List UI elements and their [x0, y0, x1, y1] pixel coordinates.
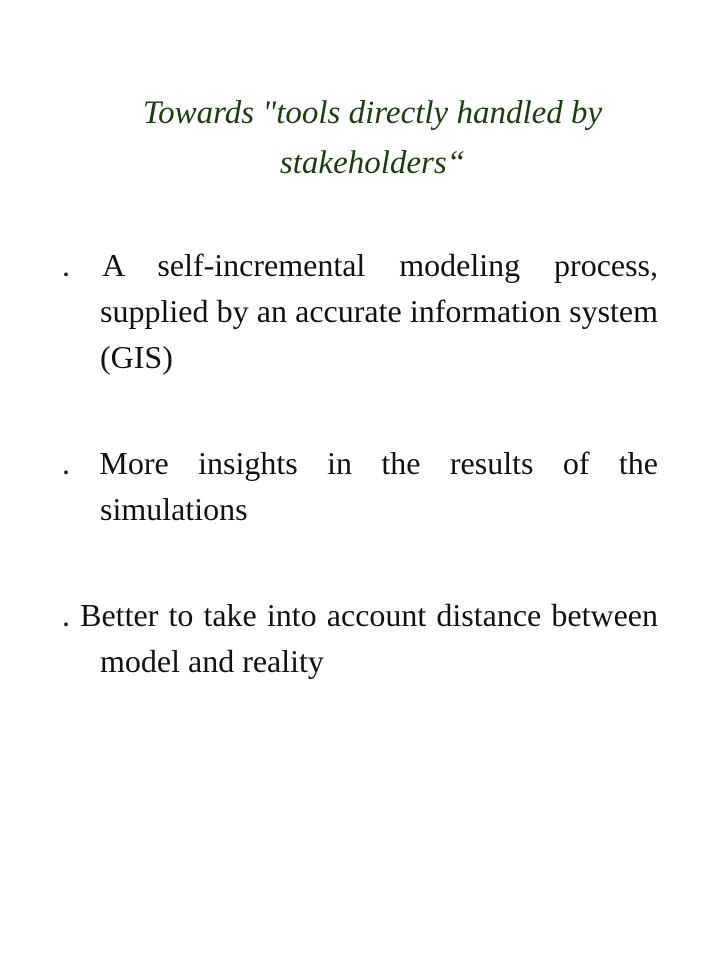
bullet-item-model-reality-distance: . Better to take into account distance between model and reality	[62, 597, 658, 679]
bullet-list	[62, 242, 658, 684]
slide-title: Towards "tools directly handled by stakeholders“	[142, 95, 603, 181]
bullet-item-simulation-insights: . More insights in the results of the simulations	[62, 445, 658, 527]
bullet-item-modeling-process: . A self-incremental modeling process, supplied by an accurate information system (GIS)	[62, 247, 658, 375]
